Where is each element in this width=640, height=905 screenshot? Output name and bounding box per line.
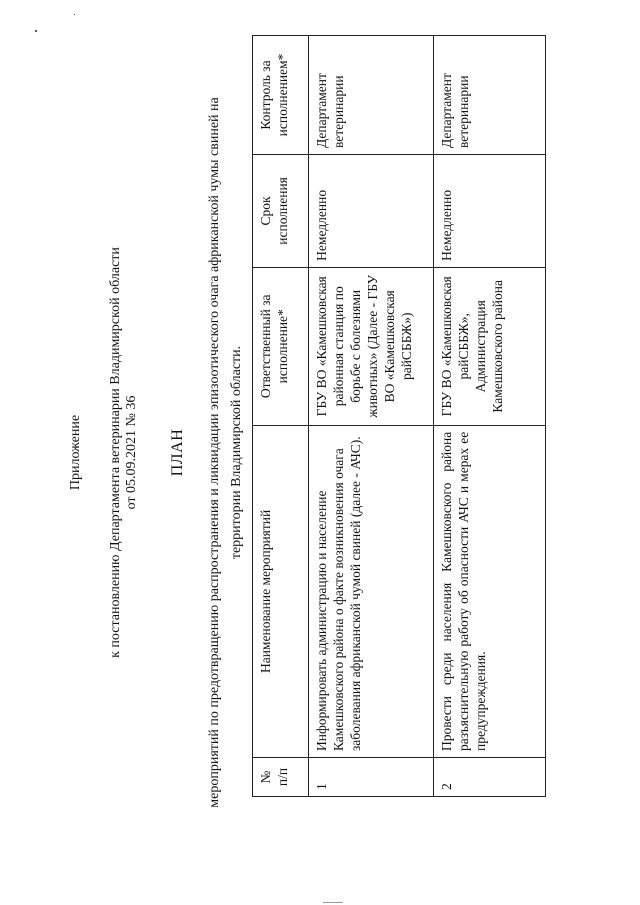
table-row — [434, 36, 546, 797]
row-num: 1 — [309, 758, 434, 797]
plan-table — [252, 35, 546, 797]
row-num: 2 — [434, 758, 546, 797]
row-responsible: ГБУ ВО «Камешковская районная станция по борьбе с болезнями животных» (Далее - ГБУ ВО «Камешковская райСББЖ») — [309, 267, 434, 425]
plan-subtitle-line2: территории Владимирской области. — [229, 345, 244, 560]
row-activity: Информировать администрацию и население Камешковского района о факте возникновения очага заболевания африканской чумой свиней (далее - АЧС). — [309, 425, 434, 757]
page-edge-mark — [323, 902, 343, 903]
header-responsible: Ответственный за исполнение* — [253, 267, 309, 425]
table-row — [309, 36, 434, 797]
row-control: Департамент ветеринарии — [434, 36, 546, 155]
header-control: Контроль за исполнением* — [253, 36, 309, 155]
resolution-date: от 05.09.2021 № 36 — [124, 395, 139, 510]
row-control: Департамент ветеринарии — [309, 36, 434, 155]
row-activity: Провести среди населения Камешковского района разъяснительную работу об опасности АЧС и мерах ее предупреждения. — [434, 425, 546, 757]
scan-speck — [74, 14, 75, 15]
row-deadline: Немедленно — [309, 155, 434, 268]
plan-title: ПЛАН — [169, 428, 186, 477]
scan-speck — [35, 30, 37, 32]
header-name: Наименование мероприятий — [253, 425, 309, 757]
header-deadline: Срок исполнения — [253, 155, 309, 268]
appendix-label: Приложение — [68, 414, 83, 491]
row-deadline: Немедленно — [434, 155, 546, 268]
table-header-row — [253, 36, 309, 797]
plan-subtitle-line1: мероприятий по предотвращению распространения и ликвидации эпизоотического очага африканской чумы свиней на — [207, 97, 222, 808]
resolution-reference: к постановлению Департамента ветеринарии Владимирской области — [108, 247, 123, 658]
row-responsible: ГБУ ВО «Камешковская райСББЖ», Администрация Камешковского района — [434, 267, 546, 425]
header-num: № п/п — [253, 758, 309, 797]
